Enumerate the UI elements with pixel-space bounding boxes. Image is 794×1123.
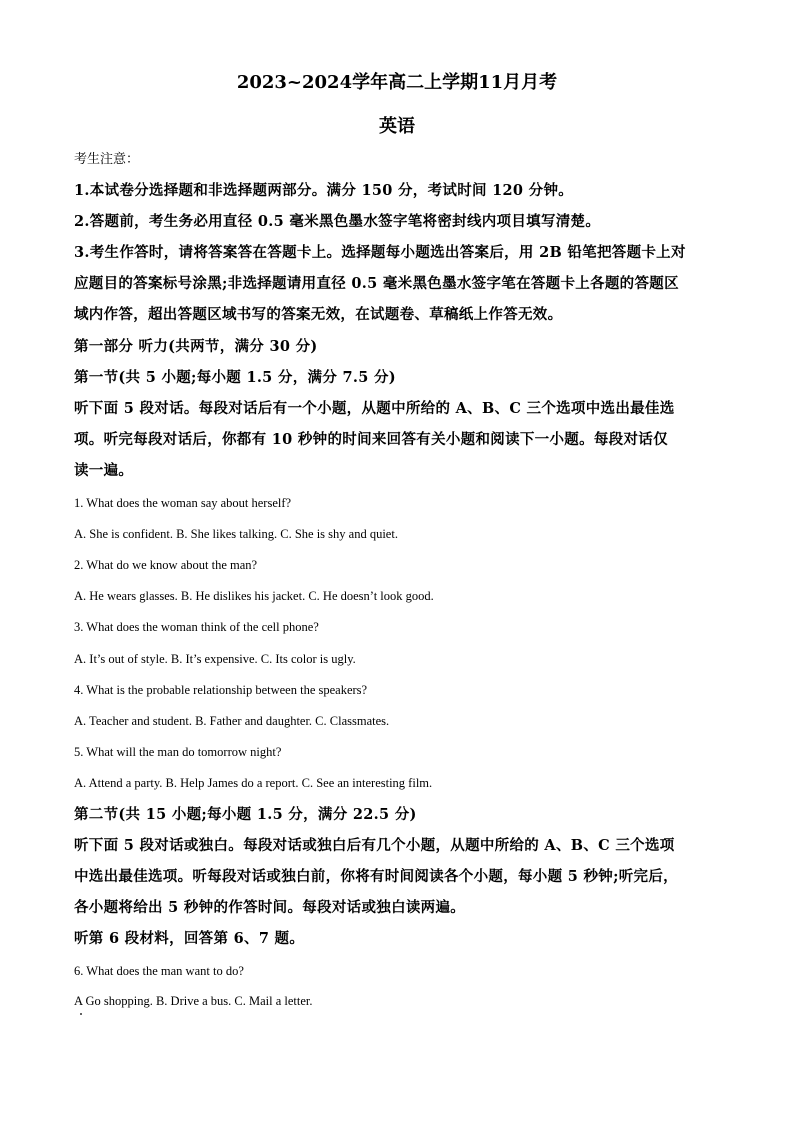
question-6-options: A Go shopping. B. Drive a bus. C. Mail a letter. <box>74 994 313 1008</box>
question-4: 4. What is the probable relationship between the speakers? <box>74 683 368 697</box>
question-3-options: A. It’s out of style. B. It’s expensive. C. Its color is ugly. <box>74 652 356 666</box>
question-4-options: A. Teacher and student. B. Father and daughter. C. Classmates. <box>74 714 390 728</box>
subject-title: 英语 <box>379 116 415 137</box>
question-3: 3. What does the woman think of the cell phone? <box>74 620 319 634</box>
section1-heading: 第一节(共 5 小题;每小题 1.5 分，满分 7.5 分) <box>74 369 396 386</box>
section1-instruction-line-2: 项。听完每段对话后，你都有 10 秒钟的时间来回答有关小题和阅读下一小题。每段对话仅 <box>74 431 668 448</box>
question-5: 5. What will the man do tomorrow night? <box>74 745 282 759</box>
section2-instruction-line-3: 各小题将给出 5 秒钟的作答时间。每段对话或独白读两遍。 <box>74 899 466 916</box>
section2-instruction-line-2: 中选出最佳选项。听每段对话或独白前，你将有时间阅读各个小题，每小题 5 秒钟;听完后， <box>74 868 678 885</box>
notice-heading: 考生注意： <box>74 152 140 167</box>
part1-heading: 第一部分 听力(共两节，满分 30 分) <box>74 338 318 355</box>
notice-item-3-line-2: 应题目的答案标号涂黑;非选择题请用直径 0.5 毫米黑色墨水签字笔在答题卡上各题的答题区 <box>74 275 679 292</box>
stray-mark <box>80 1013 82 1015</box>
notice-item-1: 1.本试卷分选择题和非选择题两部分。满分 150 分，考试时间 120 分钟。 <box>74 182 574 199</box>
question-2: 2. What do we know about the man? <box>74 558 258 572</box>
notice-item-3-line-3: 域内作答，超出答题区域书写的答案无效，在试题卷、草稿纸上作答无效。 <box>74 306 563 323</box>
section1-instruction-line-3: 读一遍。 <box>74 462 134 479</box>
question-6: 6. What does the man want to do? <box>74 964 244 978</box>
question-1-options: A. She is confident. B. She likes talking. C. She is shy and quiet. <box>74 527 398 541</box>
exam-title: 2023~2024学年高二上学期11月月考 <box>236 72 558 93</box>
question-1: 1. What does the woman say about herself? <box>74 496 292 510</box>
section2-instruction-line-1: 听下面 5 段对话或独白。每段对话或独白后有几个小题，从题中所给的 A、B、C 三个选项 <box>74 837 675 854</box>
question-5-options: A. Attend a party. B. Help James do a report. C. See an interesting film. <box>74 776 433 790</box>
notice-item-2: 2.答题前，考生务必用直径 0.5 毫米黑色墨水签字笔将密封线内项目填写清楚。 <box>74 213 601 230</box>
notice-item-3-line-1: 3.考生作答时，请将答案答在答题卡上。选择题每小题选出答案后，用 2B 铅笔把答题卡上对 <box>74 244 686 261</box>
material-6-heading: 听第 6 段材料，回答第 6、7 题。 <box>74 930 305 947</box>
question-2-options: A. He wears glasses. B. He dislikes his jacket. C. He doesn’t look good. <box>74 589 434 603</box>
section1-instruction-line-1: 听下面 5 段对话。每段对话后有一个小题，从题中所给的 A、B、C 三个选项中选出最佳选 <box>74 400 675 417</box>
section2-heading: 第二节(共 15 小题;每小题 1.5 分，满分 22.5 分) <box>74 806 417 823</box>
